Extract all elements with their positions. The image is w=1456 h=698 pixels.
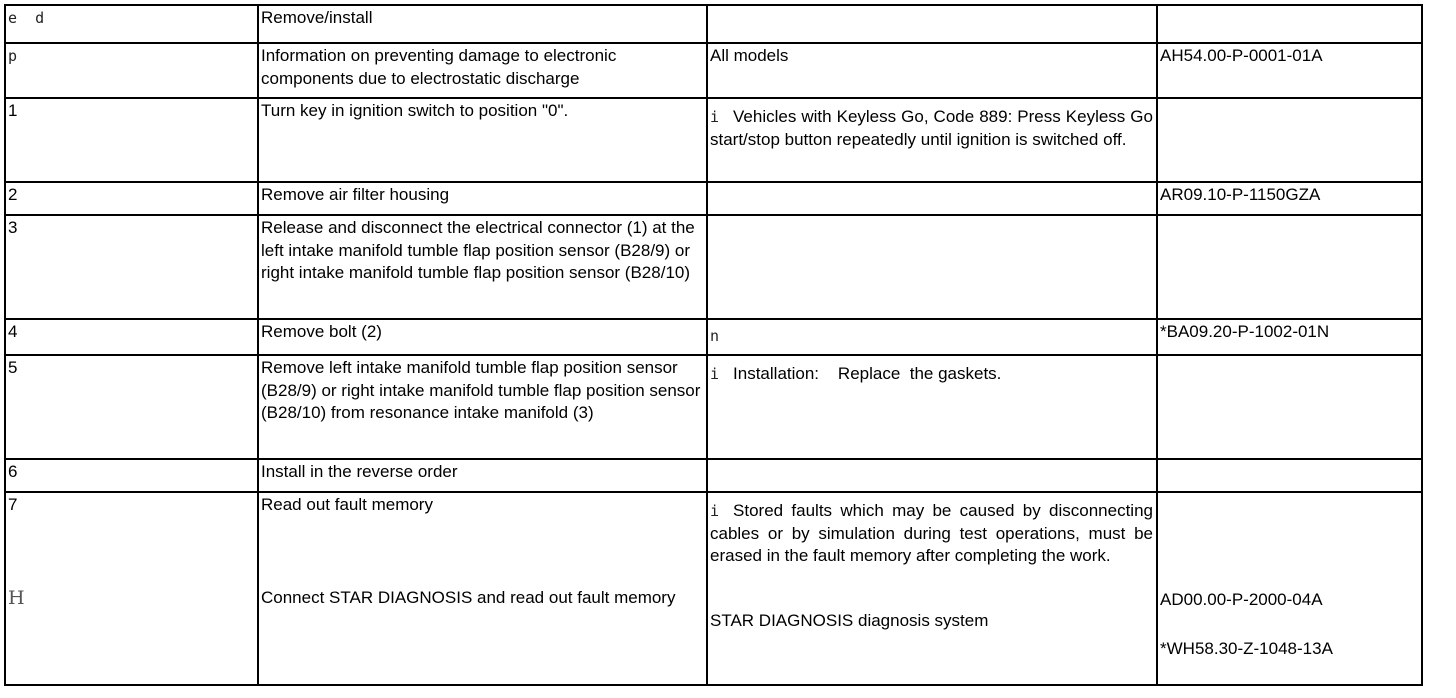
action-cell xyxy=(258,43,707,98)
table-row xyxy=(5,355,1422,459)
ref-cell[interactable] xyxy=(1157,43,1422,98)
ref-link[interactable]: *WH58.30-Z-1048-13A xyxy=(1160,638,1333,658)
table-row xyxy=(5,319,1422,355)
step-cell xyxy=(5,5,258,43)
step-number: 2 xyxy=(8,185,18,204)
ref-cell xyxy=(1157,98,1422,182)
note-cell xyxy=(707,43,1157,98)
table-row xyxy=(5,459,1422,492)
step-cell xyxy=(5,319,258,355)
diagnosis-symbol: H xyxy=(8,586,25,609)
action-text: Read out fault memory xyxy=(261,495,433,514)
table-row xyxy=(5,98,1422,182)
step-cell xyxy=(5,98,258,182)
table-row xyxy=(5,182,1422,215)
note-icon: n xyxy=(710,327,720,345)
note-cell xyxy=(707,459,1157,492)
step-number: 6 xyxy=(8,462,18,481)
sub-note-text: STAR DIAGNOSIS diagnosis system xyxy=(710,610,989,630)
ref-cell xyxy=(1157,459,1422,492)
ref-cell xyxy=(1157,5,1422,43)
note-text: Installation: Replace the gaskets. xyxy=(733,364,1002,383)
step-number: 4 xyxy=(8,322,18,341)
step-symbol: e d xyxy=(8,9,45,27)
step-cell xyxy=(5,182,258,215)
step-cell xyxy=(5,215,258,319)
action-text: Remove/install xyxy=(261,8,373,27)
action-cell xyxy=(258,5,707,43)
note-text: Vehicles with Keyless Go, Code 889: Press Keyless Go start/stop button repeatedly until ignition is switched off. xyxy=(710,107,1153,149)
note-cell xyxy=(707,5,1157,43)
info-icon: i xyxy=(710,502,720,520)
note-cell xyxy=(707,215,1157,319)
ref-link[interactable]: AD00.00-P-2000-04A xyxy=(1160,590,1323,609)
ref-cell xyxy=(1157,355,1422,459)
action-text: Information on preventing damage to electronic components due to electrostatic discharge xyxy=(261,46,617,88)
table-row xyxy=(5,43,1422,98)
action-text: Remove air filter housing xyxy=(261,185,450,204)
table-row xyxy=(5,492,1422,685)
info-icon: i xyxy=(710,365,720,383)
procedure-table xyxy=(4,4,1423,686)
sub-action-text: Connect STAR DIAGNOSIS and read out fault memory xyxy=(261,587,676,607)
action-text: Remove bolt (2) xyxy=(261,322,382,341)
ref-link[interactable]: AH54.00-P-0001-01A xyxy=(1160,46,1323,65)
step-cell xyxy=(5,355,258,459)
note-text: All models xyxy=(710,46,789,65)
note-cell xyxy=(707,182,1157,215)
step-number: 3 xyxy=(8,218,18,237)
action-cell xyxy=(258,98,707,182)
action-cell xyxy=(258,215,707,319)
action-cell xyxy=(258,355,707,459)
action-text: Install in the reverse order xyxy=(261,462,458,481)
action-text: Release and disconnect the electrical connector (1) at the left intake manifold tumble flap position sensor (B28/9) or right intake manifold tumble flap position sensor (B28/10) xyxy=(261,218,695,282)
step-symbol: p xyxy=(8,47,18,65)
action-cell xyxy=(258,459,707,492)
note-cell xyxy=(707,319,1157,355)
step-cell xyxy=(5,459,258,492)
step-cell xyxy=(5,492,258,685)
action-text: Turn key in ignition switch to position "0". xyxy=(261,101,569,120)
action-cell xyxy=(258,182,707,215)
step-number: 5 xyxy=(8,358,18,377)
step-number: 1 xyxy=(8,101,18,120)
note-cell xyxy=(707,355,1157,459)
ref-cell[interactable] xyxy=(1157,319,1422,355)
ref-cell xyxy=(1157,492,1422,685)
note-cell xyxy=(707,98,1157,182)
table-row xyxy=(5,215,1422,319)
ref-cell xyxy=(1157,215,1422,319)
ref-link[interactable]: AR09.10-P-1150GZA xyxy=(1160,185,1321,204)
action-cell xyxy=(258,492,707,685)
action-cell xyxy=(258,319,707,355)
info-icon: i xyxy=(710,108,720,126)
action-text: Remove left intake manifold tumble flap position sensor (B28/9) or right intake manifold tumble flap position sensor (B28/10) from resonance intake manifold (3) xyxy=(261,358,701,422)
ref-cell[interactable] xyxy=(1157,182,1422,215)
note-text: Stored faults which may be caused by disconnecting cables or by simulation during test operations, must be erased in the fault memory after completing the work. xyxy=(710,501,1153,565)
ref-link[interactable]: *BA09.20-P-1002-01N xyxy=(1160,322,1330,341)
note-cell xyxy=(707,492,1157,685)
step-cell xyxy=(5,43,258,98)
table-row xyxy=(5,5,1422,43)
step-number: 7 xyxy=(8,495,18,514)
